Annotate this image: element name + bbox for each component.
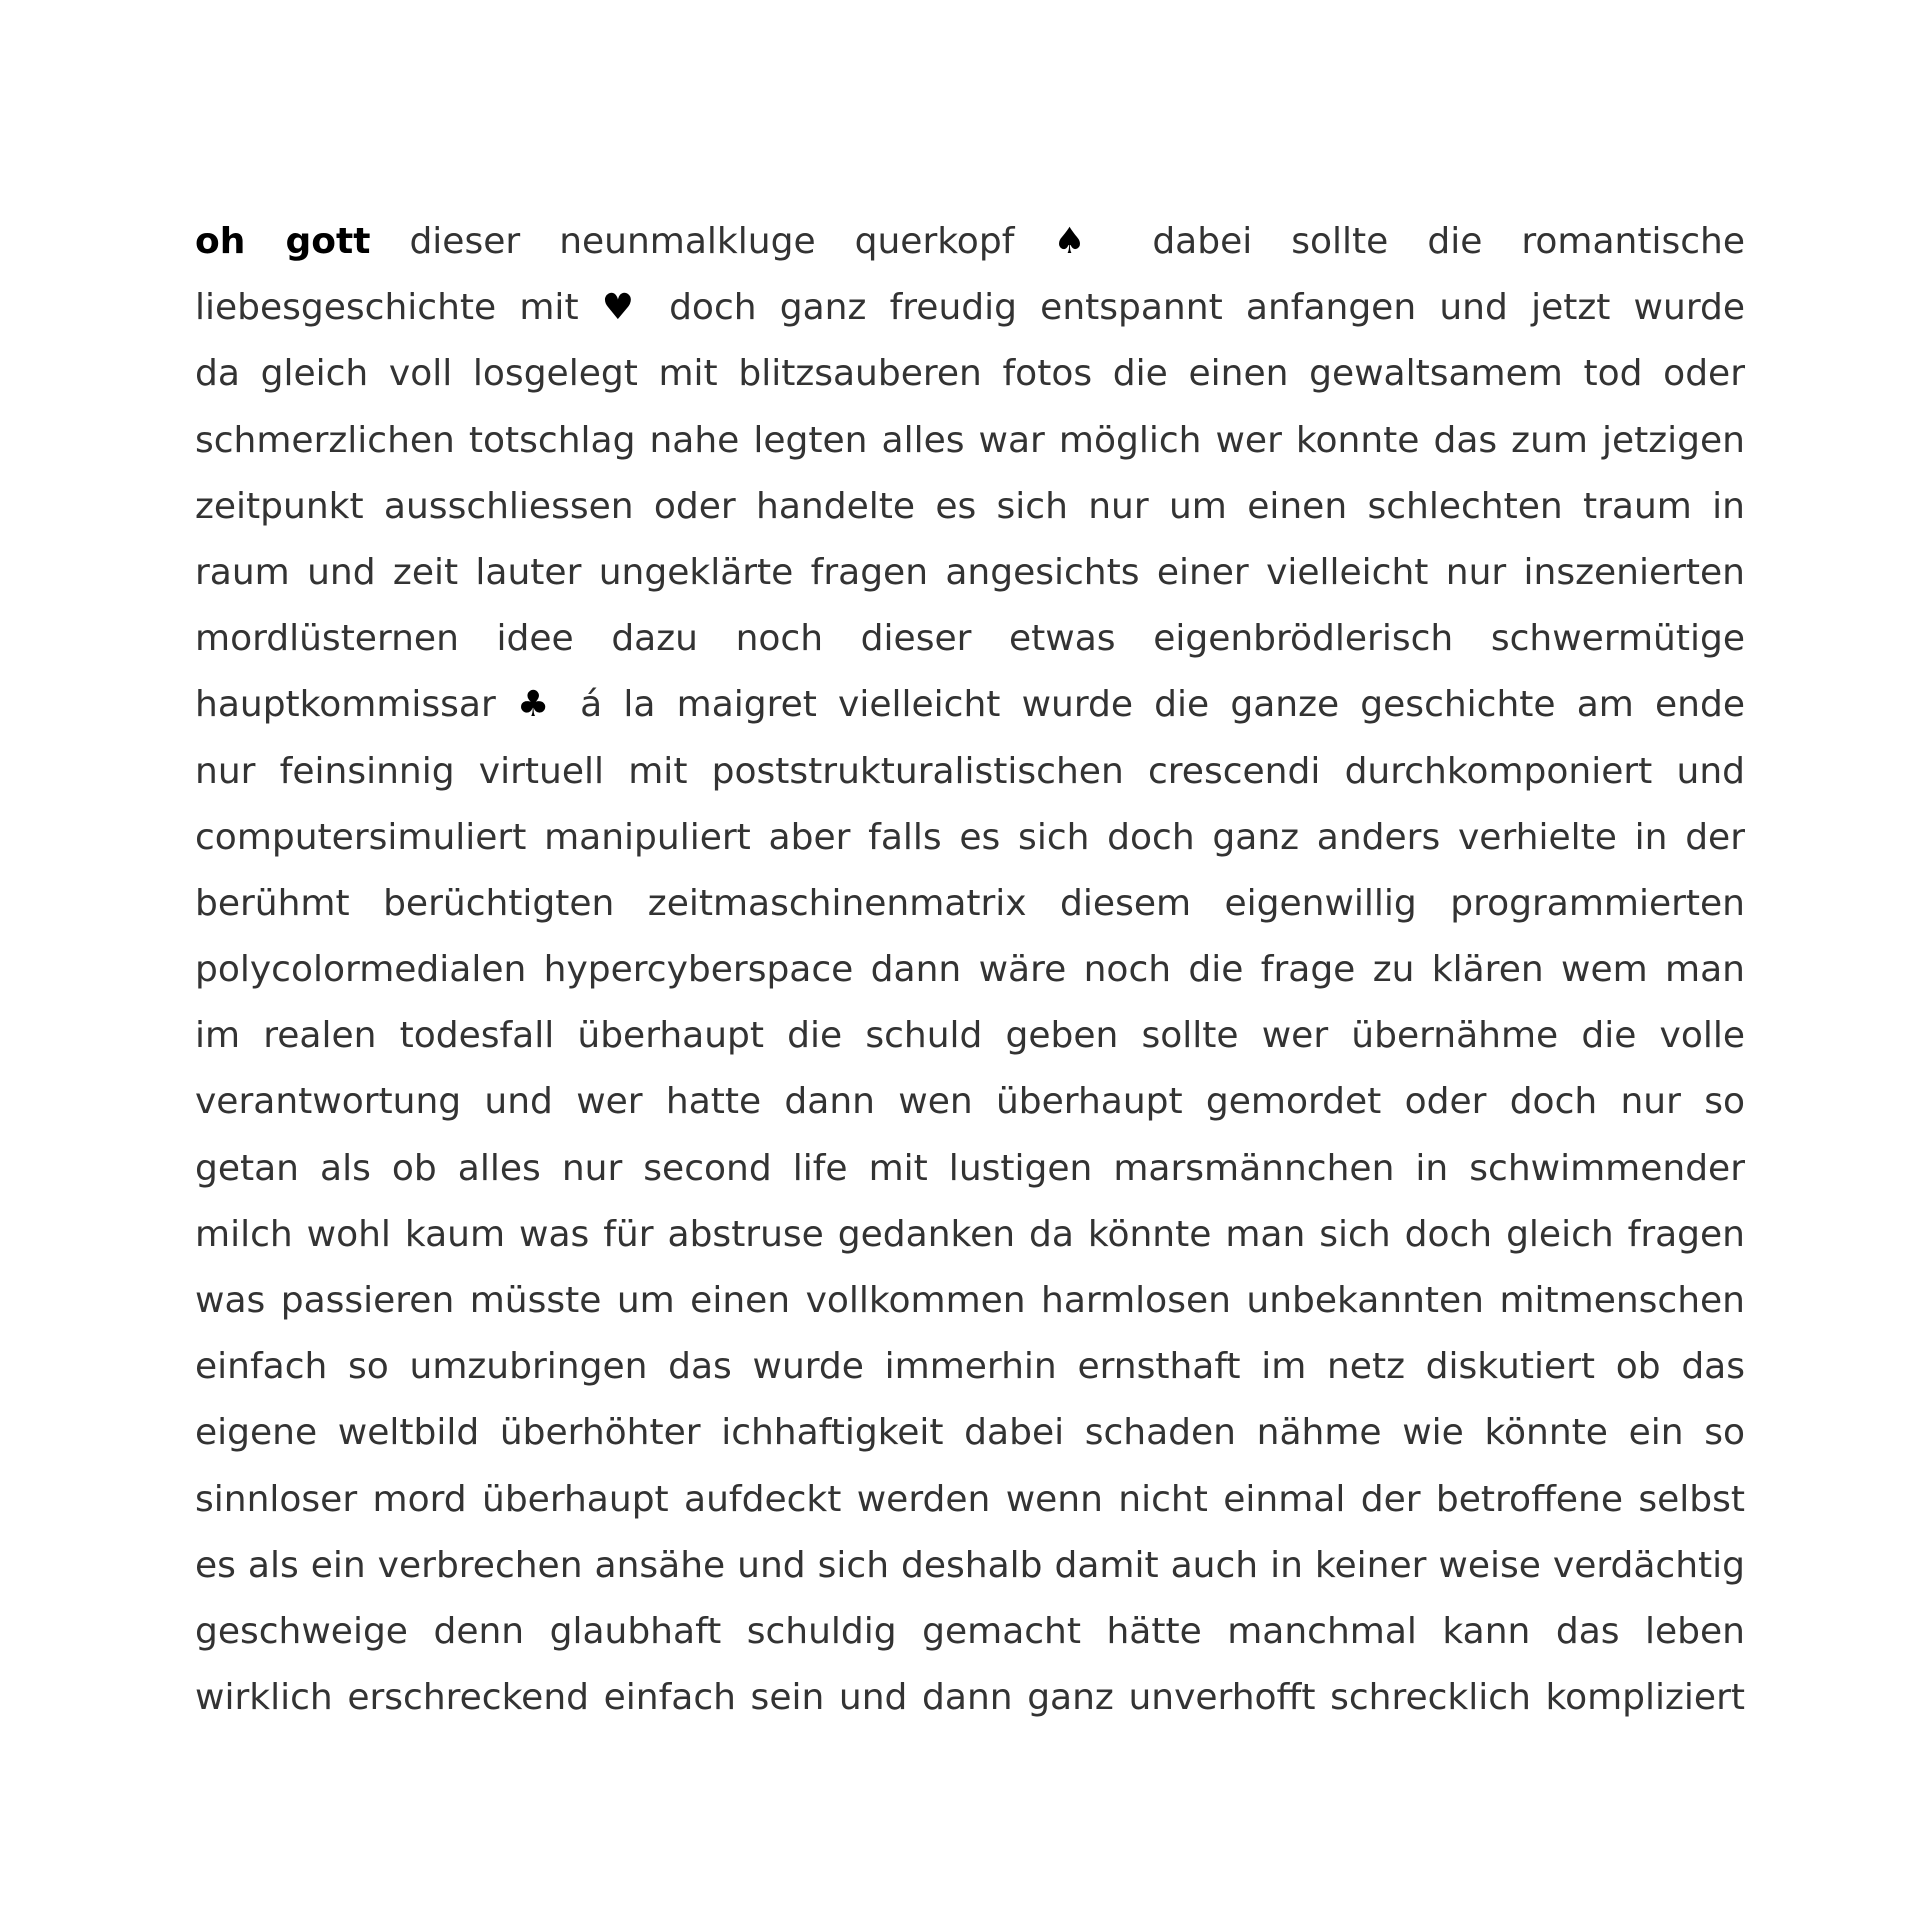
text-line-2: liebesgeschichte mit ♥ doch ganz freudig entspannt anfangen und jetzt wurde	[195, 287, 1745, 329]
text-line-7: mordlüsternen idee dazu noch dieser etwas eigenbrödlerisch schwermütige	[195, 618, 1745, 660]
text-line-22: geschweige denn glaubhaft schuldig gemacht hätte manchmal kann das leben	[195, 1610, 1745, 1652]
text-line-12: polycolormedialen hypercyberspace dann wäre noch die frage zu klären wem man	[195, 949, 1745, 991]
text-line-10: computersimuliert manipuliert aber falls es sich doch ganz anders verhielte in der	[195, 816, 1745, 858]
text-line-18: einfach so umzubringen das wurde immerhin ernsthaft im netz diskutiert ob das	[195, 1346, 1745, 1388]
text-line-4: schmerzlichen totschlag nahe legten alles war möglich wer konnte das zum jetzigen	[195, 419, 1745, 461]
heart-icon: ♥	[601, 287, 646, 329]
poem-text-block	[195, 209, 1745, 1731]
text-line-20: sinnloser mord überhaupt aufdeckt werden wenn nicht einmal der betroffene selbst	[195, 1478, 1745, 1520]
text-line-5: zeitpunkt ausschliessen oder handelte es sich nur um einen schlechten traum in	[195, 485, 1745, 527]
text-line-17: was passieren müsste um einen vollkommen harmlosen unbekannten mitmenschen	[195, 1280, 1745, 1321]
text-line-15: getan als ob alles nur second life mit lustigen marsmännchen in schwimmender	[195, 1147, 1745, 1189]
text-line-13: im realen todesfall überhaupt die schuld geben sollte wer übernähme die volle	[195, 1015, 1745, 1057]
text-line-11: berühmt berüchtigten zeitmaschinenmatrix diesem eigenwillig programmierten	[195, 882, 1745, 924]
text-line-21: es als ein verbrechen ansähe und sich deshalb damit auch in keiner weise verdächtig	[195, 1544, 1745, 1586]
text-line-14: verantwortung und wer hatte dann wen überhaupt gemordet oder doch nur so	[195, 1081, 1745, 1123]
spade-icon: ♠	[1053, 221, 1114, 262]
club-icon: ♣	[516, 684, 559, 726]
text-line-19: eigene weltbild überhöhter ichhaftigkeit dabei schaden nähme wie könnte ein so	[195, 1412, 1745, 1454]
text-line-6: raum und zeit lauter ungeklärte fragen angesichts einer vielleicht nur inszenierten	[195, 551, 1745, 593]
text-line-3: da gleich voll losgelegt mit blitzsauberen fotos die einen gewaltsamem tod oder	[195, 353, 1745, 395]
text-line-1: oh gott dieser neunmalkluge querkopf ♠ dabei sollte die romantische	[195, 221, 1745, 262]
text-line-16: milch wohl kaum was für abstruse gedanken da könnte man sich doch gleich fragen	[195, 1213, 1745, 1255]
text-line-23: wirklich erschreckend einfach sein und dann ganz unverhofft schrecklich kompliziert	[195, 1677, 1745, 1719]
text-line-8: hauptkommissar ♣ á la maigret vielleicht wurde die ganze geschichte am ende	[195, 684, 1745, 726]
intro-bold-phrase: oh gott	[195, 221, 371, 262]
text-line-9: nur feinsinnig virtuell mit poststrukturalistischen crescendi durchkomponiert und	[195, 750, 1745, 792]
